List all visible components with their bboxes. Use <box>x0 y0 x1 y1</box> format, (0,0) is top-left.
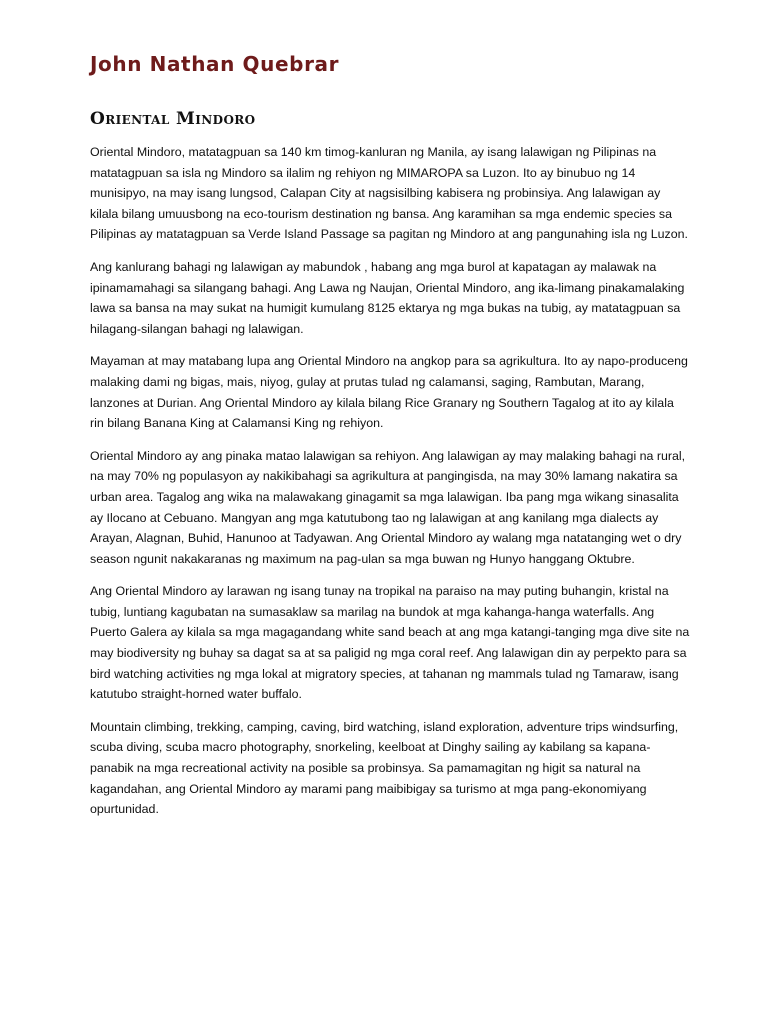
document-title: Oriental Mindoro <box>90 109 256 129</box>
paragraph: Oriental Mindoro ay ang pinaka matao lalawigan sa rehiyon. Ang lalawigan ay may malaking bahagi na rural, na may 70% ng populasyon ay nakikibahagi sa agrikultura at pangingisda, na may 30% lamang nakatira sa urban area. Tagalog ang wika na malawakang ginagamit sa mga lalawigan. Iba pang mga wikang sinasalita ay Ilocano at Cebuano. Mangyan ang mga katutubong tao ng lalawigan at ang kanilang mga dialects ay Arayan, Alagnan, Buhid, Hanunoo at Tadyawan. Ang Oriental Mindoro ay walang mga natatanging wet o dry season ngunit nakakaranas ng maximum na pag-ulan sa mga buwan ng Hunyo hanggang Oktubre. <box>90 448 686 566</box>
paragraph: Ang kanlurang bahagi ng lalawigan ay mabundok , habang ang mga burol at kapatagan ay malawak na ipinamamahagi sa silangang bahagi. Ang Lawa ng Naujan, Oriental Mindoro, ang ika-limang pinakamalaking lawa sa bansa na may sukat na humigit kumulang 8125 ektarya ng mga bukas na tubig, ay matatagpuan sa hilagang-silangan bahagi ng lalawigan. <box>90 259 685 336</box>
author-name: John Nathan Quebrar <box>90 52 340 76</box>
paragraph: Ang Oriental Mindoro ay larawan ng isang tunay na tropikal na paraiso na may puting buhangin, kristal na tubig, luntiang kagubatan na sumasaklaw sa marilag na bundok at mga kahanga-hanga waterfalls. Ang Puerto Galera ay kilala sa mga magagandang white sand beach at ang mga katangi-tanging mga dive site na may biodiversity ng buhay sa dagat sa at sa paligid ng mga coral reef. Ang lalawigan din ay perpekto para sa bird watching activities ng mga lokal at migratory species, at tahanan ng mammals tulad ng Tamaraw, isang katutubo straight-horned water buffalo. <box>90 584 690 702</box>
paragraph: Mountain climbing, trekking, camping, caving, bird watching, island exploration, adventure trips windsurfing, scuba diving, scuba macro photography, snorkeling, keelboat at Dinghy sailing ay kabilang sa kapana-panabik na mga recreational activity na posible sa probinsya. Sa pamamagitan ng higit sa natural na kagandahan, ang Oriental Mindoro ay marami pang maibibigay sa turismo at mga pang-ekonomiyang opurtunidad. <box>90 719 679 817</box>
paragraph: Oriental Mindoro, matatagpuan sa 140 km timog-kanluran ng Manila, ay isang lalawigan ng Pilipinas na matatagpuan sa isla ng Mindoro sa ilalim ng rehiyon ng MIMAROPA sa Luzon. Ito ay binubuo ng 14 munisipyo, na may isang lungsod, Calapan City at nagsisilbing kabisera ng probinsiya. Ang lalawigan ay kilala bilang umuusbong na eco-tourism destination ng bansa. Ang karamihan sa mga endemic species sa Pilipinas ay matatagpuan sa Verde Island Passage sa pagitan ng Mindoro at ang pangunahing isla ng Luzon. <box>90 145 688 242</box>
document-body <box>90 142 708 820</box>
paragraph: Mayaman at may matabang lupa ang Oriental Mindoro na angkop para sa agrikultura. Ito ay napo-produceng malaking dami ng bigas, mais, niyog, gulay at prutas tulad ng calamansi, saging, Rambutan, Marang, lanzones at Durian. Ang Oriental Mindoro ay kilala bilang Rice Granary ng Southern Tagalog at ito ay kilala rin bilang Banana King at Calamansi King ng rehiyon. <box>90 354 688 431</box>
